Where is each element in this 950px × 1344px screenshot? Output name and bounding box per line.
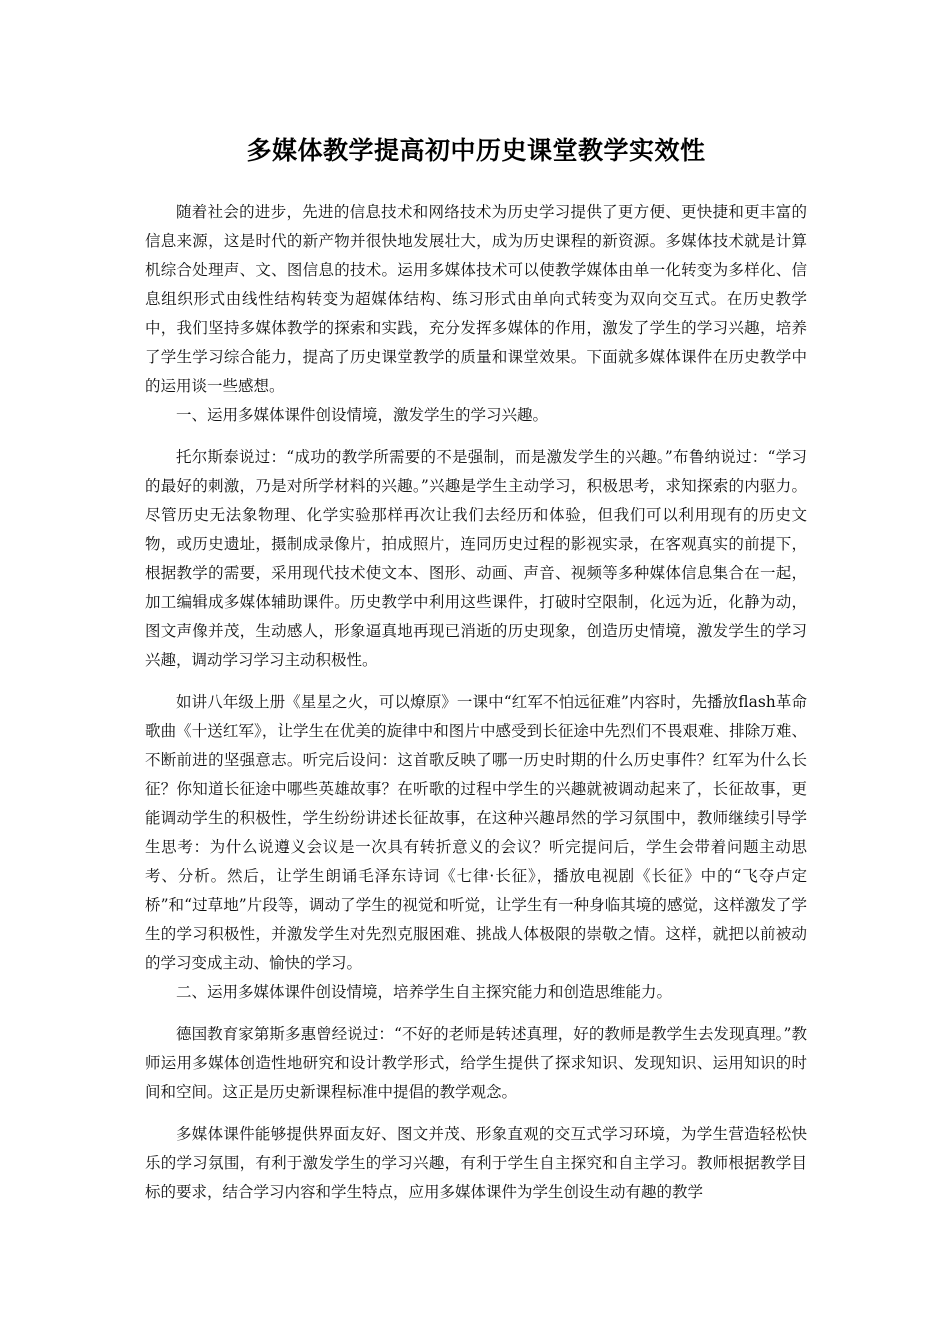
section-heading-2: 二、运用多媒体课件创设情境，培养学生自主探究能力和创造思维能力。	[176, 983, 673, 1001]
section-heading-1: 一、运用多媒体课件创设情境，激发学生的学习兴趣。	[176, 406, 549, 424]
document-title: 多媒体教学提高初中历史课堂教学实效性	[246, 136, 706, 165]
paragraph-tolstoy: 托尔斯泰说过：“成功的教学所需要的不是强制，而是激发学生的兴趣。”布鲁纳说过：“学习的最好的刺激，乃是对所学材料的兴趣。”兴趣是学生主动学习，积极思考，求知探索的内驱力。尽管历史无法象物理、化学实验那样再次让我们去经历和体验，但我们可以利用现有的历史文物，或历史遗址，摄制成录像片，拍成照片，连同历史过程的影视实录，在客观真实的前提下，根据教学的需要，采用现代技术使文本、图形、动画、声音、视频等多种媒体信息集合在一起，加工编辑成多媒体辅助课件。历史教学中利用这些课件，打破时空限制，化远为近，化静为动，图文声像并茂，生动感人，形象逼真地再现已消逝的历史现象，创造历史情境，激发学生的学习兴趣，调动学习学习主动积极性。	[145, 448, 807, 669]
document-body	[145, 198, 807, 1207]
paragraph-diesterweg: 德国教育家第斯多惠曾经说过：“不好的老师是转述真理，好的教师是教学生去发现真理。”教师运用多媒体创造性地研究和设计教学形式，给学生提供了探求知识、发现知识、运用知识的时间和空间。这正是历史新课程标准中提倡的教学观念。	[145, 1025, 807, 1101]
paragraph-multimedia-environment: 多媒体课件能够提供界面友好、图文并茂、形象直观的交互式学习环境，为学生营造轻松快乐的学习氛围，有利于激发学生的学习兴趣，有利于学生自主探究和自主学习。教师根据教学目标的要求，结合学习内容和学生特点，应用多媒体课件为学生创设生动有趣的教学	[145, 1125, 807, 1201]
paragraph-intro: 随着社会的进步，先进的信息技术和网络技术为历史学习提供了更方便、更快捷和更丰富的信息来源，这是时代的新产物并很快地发展壮大，成为历史课程的新资源。多媒体技术就是计算机综合处理声、文、图信息的技术。运用多媒体技术可以使教学媒体由单一化转变为多样化、信息组织形式由线性结构转变为超媒体结构、练习形式由单向式转变为双向交互式。在历史教学中，我们坚持多媒体教学的探索和实践，充分发挥多媒体的作用，激发了学生的学习兴趣，培养了学生学习综合能力，提高了历史课堂教学的质量和课堂效果。下面就多媒体课件在历史教学中的运用谈一些感想。	[145, 203, 807, 395]
paragraph-long-march-example: 如讲八年级上册《星星之火，可以燎原》一课中“红军不怕远征难”内容时，先播放flash革命歌曲《十送红军》，让学生在优美的旋律中和图片中感受到长征途中先烈们不畏艰难、排除万难、不断前进的坚强意志。听完后设问：这首歌反映了哪一历史时期的什么历史事件？红军为什么长征？你知道长征途中哪些英雄故事？在听歌的过程中学生的兴趣就被调动起来了，长征故事，更能调动学生的积极性，学生纷纷讲述长征故事，在这种兴趣昂然的学习氛围中，教师继续引导学生思考：为什么说遵义会议是一次具有转折意义的会议？听完提问后，学生会带着问题主动思考、分析。然后，让学生朗诵毛泽东诗词《七律·长征》，播放电视剧《长征》中的“飞夺卢定桥”和“过草地”片段等，调动了学生的视觉和听觉，让学生有一种身临其境的感觉，这样激发了学生的学习积极性，并激发学生对先烈克服困难、挑战人体极限的崇敬之情。这样，就把以前被动的学习变成主动、愉快的学习。	[145, 693, 807, 972]
